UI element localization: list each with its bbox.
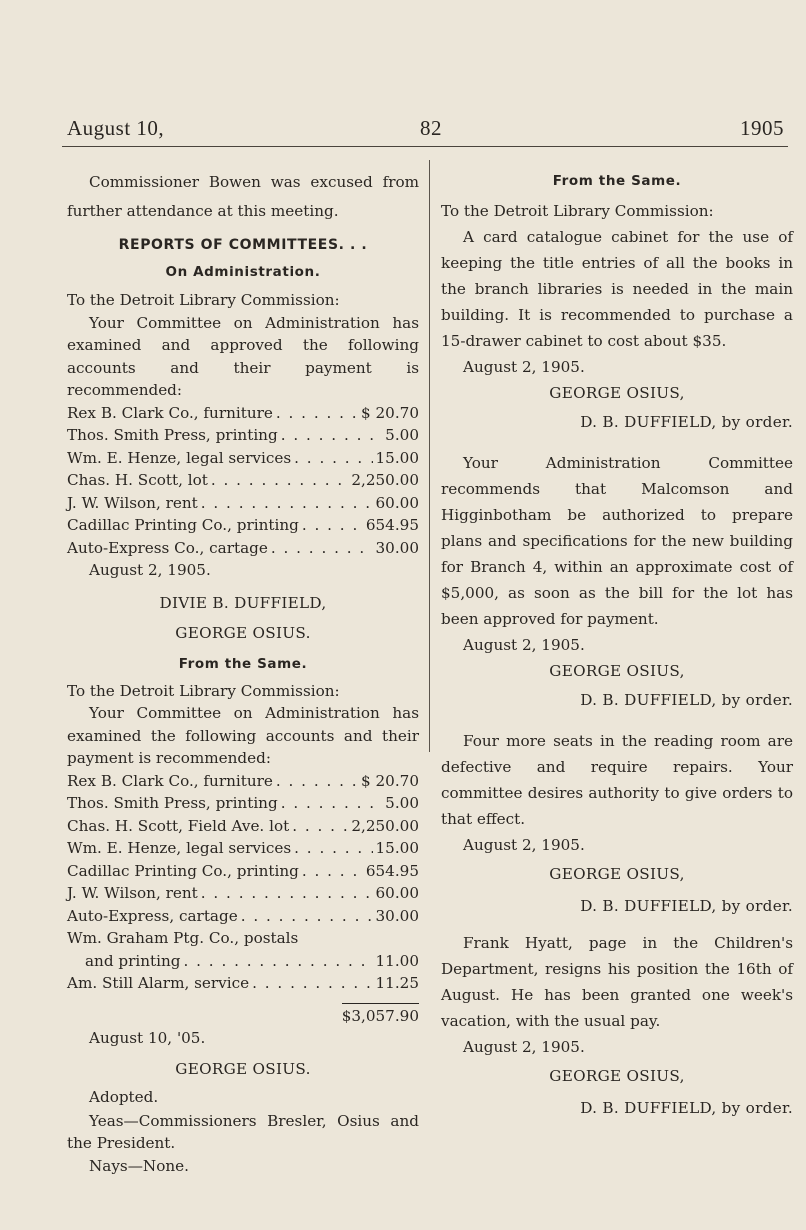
- signature-osius: GEORGE OSIUS.: [175, 623, 311, 642]
- signature-osius: GEORGE OSIUS,: [549, 1067, 685, 1085]
- account-line: Am. Still Alarm, service . . . 11.25: [67, 972, 419, 995]
- right-column: [441, 168, 793, 1124]
- signature-osius: GEORGE OSIUS,: [549, 865, 685, 883]
- report-one-accounts: [67, 402, 419, 560]
- account-line: Wm. E. Henze, legal services . . . 15.00: [67, 837, 419, 860]
- signature-duffield: D. B. DUFFIELD, by order.: [580, 1099, 793, 1117]
- account-line: Rex B. Clark Co., furniture . . . $ 20.70: [67, 402, 419, 425]
- item-body: A card catalogue cabinet for the use of keeping the title entries of all the books in the branch libraries is needed in the main building. It is recommended to purchase a 15-drawer cabinet to cost about $35.: [441, 228, 793, 350]
- report-one: [67, 289, 419, 648]
- item-page-resignation: [441, 930, 793, 1124]
- report-two-date: August 10, '05.: [89, 1029, 206, 1047]
- item-date: August 2, 1905.: [463, 836, 585, 854]
- item-card-catalogue: [441, 224, 793, 438]
- account-line: Wm. E. Henze, legal services . . . 15.00: [67, 447, 419, 470]
- account-line: Auto-Express, cartage . . . 30.00: [67, 905, 419, 928]
- signature-duffield: DIVIE B. DUFFIELD,: [159, 593, 327, 612]
- signature-osius: GEORGE OSIUS,: [549, 384, 685, 402]
- account-line: Chas. H. Scott, Field Ave. lot . . . 2,250.00: [67, 815, 419, 838]
- item-branch-plans: [441, 450, 793, 716]
- accounts-total: $3,057.90: [342, 1003, 419, 1028]
- signature-duffield: D. B. DUFFIELD, by order.: [580, 413, 793, 431]
- account-line: and printing . . . 11.00: [67, 950, 419, 973]
- item-body: Frank Hyatt, page in the Children's Department, resigns his position the 16th of August. He has been granted one week's vacation, with the usual pay.: [441, 934, 793, 1030]
- item-reading-room-seats: [441, 728, 793, 922]
- right-heading: From the Same.: [552, 173, 682, 189]
- report-one-salutation: To the Detroit Library Commission:: [67, 291, 340, 309]
- right-salutation: To the Detroit Library Commission:: [441, 202, 714, 220]
- account-line: Auto-Express Co., cartage . . . 30.00: [67, 537, 419, 560]
- page-number: 82: [420, 116, 442, 140]
- header-date: August 10,: [67, 116, 165, 140]
- account-line: Thos. Smith Press, printing . . . 5.00: [67, 792, 419, 815]
- intro-paragraph: Commissioner Bowen was excused from further attendance at this meeting.: [67, 173, 419, 220]
- report-two-body: Your Committee on Administration has examined the following accounts and their payment is recommended:: [67, 704, 419, 767]
- nays-text: Nays—None.: [89, 1156, 189, 1175]
- item-date: August 2, 1905.: [463, 1038, 585, 1056]
- header-rule: [62, 146, 788, 147]
- reports-heading: REPORTS OF COMMITTEES. . .: [118, 237, 368, 253]
- account-line: Thos. Smith Press, printing . . . 5.00: [67, 424, 419, 447]
- left-column: [67, 168, 419, 1177]
- account-line: J. W. Wilson, rent . . . 60.00: [67, 492, 419, 515]
- report-two-heading: From the Same.: [178, 655, 308, 672]
- report-two-salutation: To the Detroit Library Commission:: [67, 681, 340, 700]
- account-line: Cadillac Printing Co., printing . . . 654.95: [67, 860, 419, 883]
- item-date: August 2, 1905.: [463, 358, 585, 376]
- signature-duffield: D. B. DUFFIELD, by order.: [580, 691, 793, 709]
- account-line: Rex B. Clark Co., furniture . . . $ 20.70: [67, 770, 419, 793]
- adopted-text: Adopted.: [89, 1087, 159, 1106]
- account-line: Chas. H. Scott, lot . . . 2,250.00: [67, 469, 419, 492]
- report-two-accounts: [67, 770, 419, 1028]
- accounts-total-row: [67, 1003, 419, 1028]
- report-two: [67, 648, 419, 1178]
- item-date: August 2, 1905.: [463, 636, 585, 654]
- signature-osius: GEORGE OSIUS.: [175, 1059, 311, 1078]
- yeas-text: Yeas—Commissioners Bresler, Osius and the President.: [67, 1111, 419, 1152]
- account-line-graham: Wm. Graham Ptg. Co., postals: [67, 929, 299, 947]
- column-divider: [429, 160, 430, 752]
- administration-heading: On Administration.: [165, 264, 321, 280]
- report-one-date: August 2, 1905.: [89, 561, 211, 579]
- account-line: Cadillac Printing Co., printing . . . 654.95: [67, 514, 419, 537]
- signature-duffield: D. B. DUFFIELD, by order.: [580, 897, 793, 915]
- report-one-body: Your Committee on Administration has examined and approved the following accounts and their payment is recommended:: [67, 313, 419, 399]
- account-line: J. W. Wilson, rent . . . 60.00: [67, 882, 419, 905]
- signature-osius: GEORGE OSIUS,: [549, 662, 685, 680]
- header-year: 1905: [740, 116, 784, 140]
- item-body: Four more seats in the reading room are defective and require repairs. Your committee desires authority to give orders to that effect.: [441, 732, 793, 828]
- item-body: Your Administration Committee recommends that Malcomson and Higginbotham be authorized to prepare plans and specifications for the new building for Branch 4, within an approximate cost of $5,000, as soon as the bill for the lot has been approved for payment.: [441, 454, 793, 628]
